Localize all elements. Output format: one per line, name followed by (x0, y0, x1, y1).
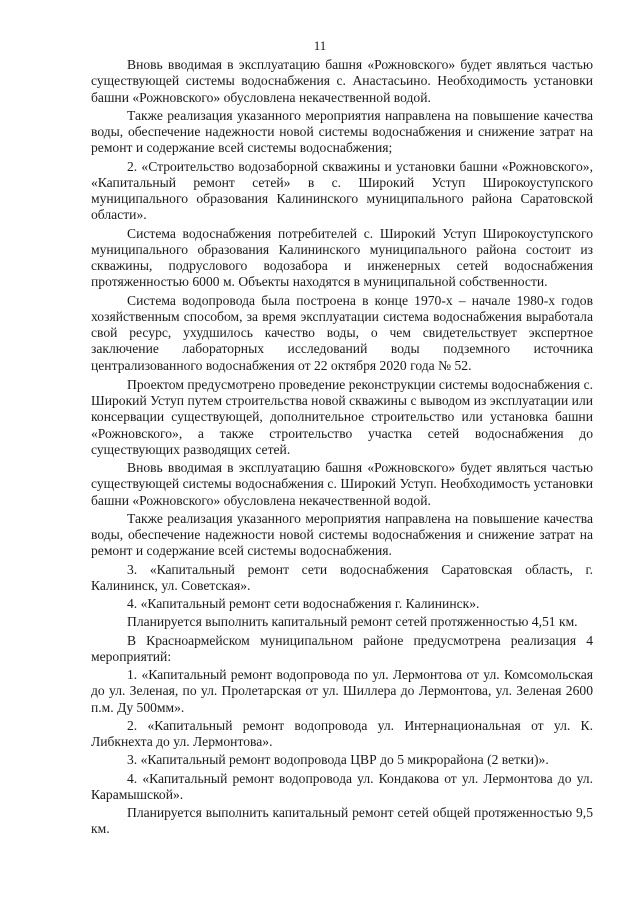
paragraph: Планируется выполнить капитальный ремонт сетей общей протяженностью 9,5 км. (91, 805, 593, 837)
paragraph: 3. «Капитальный ремонт сети водоснабжения Саратовская область, г. Калининск, ул. Советская». (91, 561, 593, 593)
paragraph: Также реализация указанного мероприятия направлена на повышение качества воды, обеспечение надежности новой системы водоснабжения и снижение затрат на ремонт и содержание всей системы водоснабжения. (91, 510, 593, 559)
list-item: 4. «Капитальный ремонт водопровода ул. Кондакова от ул. Лермонтова до ул. Карамышской». (91, 770, 593, 802)
paragraph: В Красноармейском муниципальном районе предусмотрена реализация 4 мероприятий: (91, 632, 593, 664)
paragraph: Проектом предусмотрено проведение реконструкции системы водоснабжения с. Широкий Уступ путем строительства новой скважины с выводом из эксплуатации или консервации существующей, дополнительное строительство или установка башни «Рожновского», а также строительство участка сетей водоснабжения до существующих разводящих сетей. (91, 376, 593, 457)
document-body (91, 57, 593, 840)
paragraph: Система водоснабжения потребителей с. Широкий Уступ Широкоуступского муниципального образования Калининского муниципального района состоит из скважины, подруслового водозабора и инженерных сетей водоснабжения протяженностью 6000 м. Объекты находятся в муниципальной собственности. (91, 225, 593, 290)
paragraph: Вновь вводимая в эксплуатацию башня «Рожновского» будет являться частью существующей системы водоснабжения с. Широкий Уступ. Необходимость установки башни «Рожновского» обусловлена некачественной водой. (91, 460, 593, 508)
paragraph: Планируется выполнить капитальный ремонт сетей протяженностью 4,51 км. (127, 614, 578, 630)
paragraph: Вновь вводимая в эксплуатацию башня «Рожновского» будет являться частью существующей системы водоснабжения с. Анастасьино. Необходимость установки башни «Рожновского» обусловлена некачественной водой. (91, 57, 593, 105)
paragraph: Система водопровода была построена в конце 1970-х – начале 1980-х годов хозяйственным способом, за время эксплуатации система водоснабжения выработала свой ресурс, ухудшилось качество воды, о чем свидетельствует экспертное заключение лабораторных исследований воды подземного источника централизованного водоснабжения от 22 октября 2020 года № 52. (91, 292, 593, 373)
paragraph: 4. «Капитальный ремонт сети водоснабжения г. Калининск». (127, 596, 480, 611)
list-item: 3. «Капитальный ремонт водопровода ЦВР до 5 микрорайона (2 ветки)». (127, 752, 549, 768)
list-item: 1. «Капитальный ремонт водопровода по ул. Лермонтова от ул. Комсомольская до ул. Зеленая, по ул. Пролетарская от ул. Шиллера до Лермонтова, ул. Зеленая 2600 п.м. Ду 500мм». (91, 667, 593, 715)
page-number: 11 (313, 38, 327, 53)
paragraph: 2. «Строительство водозаборной скважины и установки башни «Рожновского», «Капитальный ремонт сетей» в с. Широкий Уступ Широкоуступского муниципального образования Калининского муниципального района Саратовской области». (91, 158, 593, 223)
list-item: 2. «Капитальный ремонт водопровода ул. Интернациональная от ул. К. Либкнехта до ул. Лермонтова». (91, 717, 593, 749)
paragraph: Также реализация указанного мероприятия направлена на повышение качества воды, обеспечение надежности новой системы водоснабжения и снижение затрат на ремонт и содержание всей системы водоснабжения; (91, 107, 593, 156)
